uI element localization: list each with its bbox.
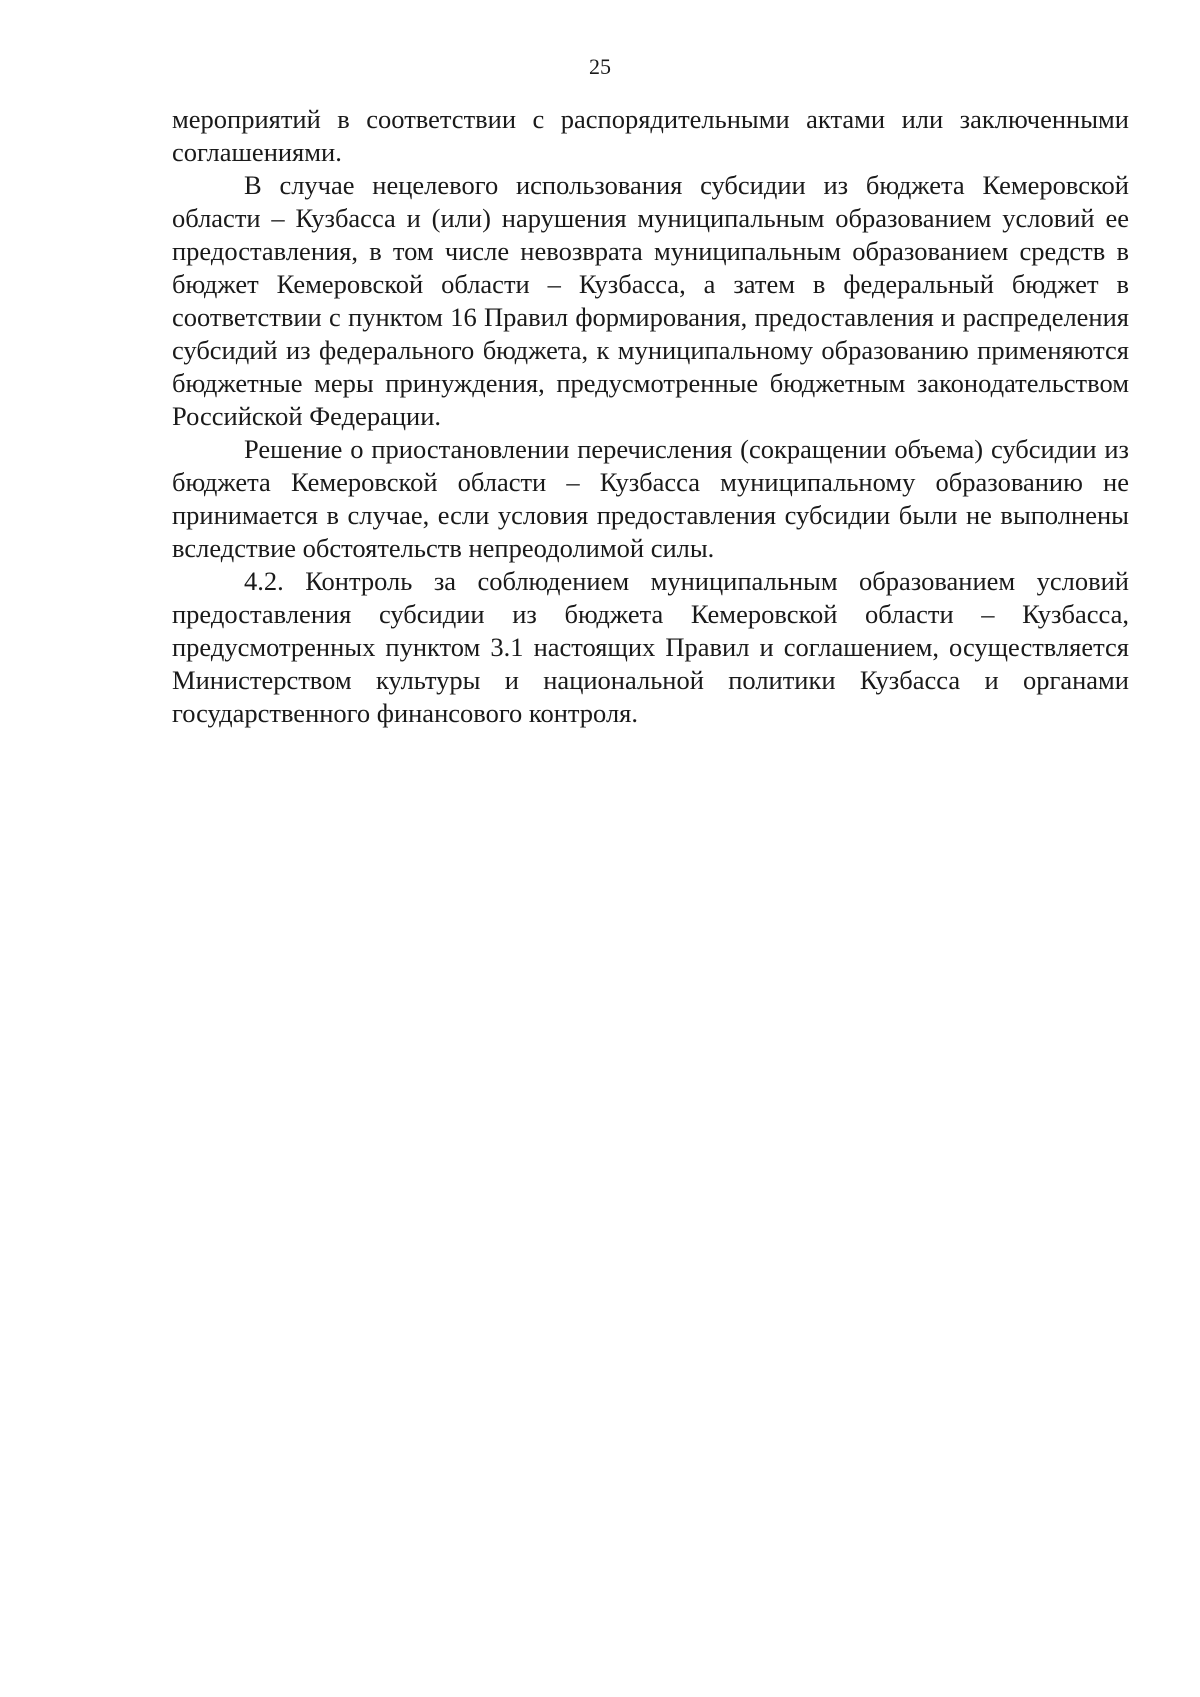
paragraph-suspension-decision: Решение о приостановлении перечисления (сокращении объема) субсидии из бюджета Кемеровской области – Кузбасса муниципальному образованию не принимается в случае, если условия предоставления субсидии были не выполнены вследствие обстоятельств непреодолимой силы.	[172, 434, 1129, 563]
paragraph-control-4-2: 4.2. Контроль за соблюдением муниципальным образованием условий предоставления субсидии из бюджета Кемеровской области – Кузбасса, предусмотренных пунктом 3.1 настоящих Правил и соглашением, осуществляется Министерством культуры и национальной политики Кузбасса и органами государственного финансового контроля.	[172, 566, 1129, 728]
page-number: 25	[589, 54, 611, 79]
paragraph-misuse-measures: В случае нецелевого использования субсидии из бюджета Кемеровской области – Кузбасса и (или) нарушения муниципальным образованием условий ее предоставления, в том числе невозврата муниципальным образованием средств в бюджет Кемеровской области – Кузбасса, а затем в федеральный бюджет в соответствии с пунктом 16 Правил формирования, предоставления и распределения субсидий из федерального бюджета, к муниципальному образованию применяются бюджетные меры принуждения, предусмотренные бюджетным законодательством Российской Федерации.	[172, 170, 1129, 431]
document-body	[172, 103, 1129, 730]
paragraph-continuation: мероприятий в соответствии с распорядительными актами или заключенными соглашениями.	[172, 104, 1129, 167]
